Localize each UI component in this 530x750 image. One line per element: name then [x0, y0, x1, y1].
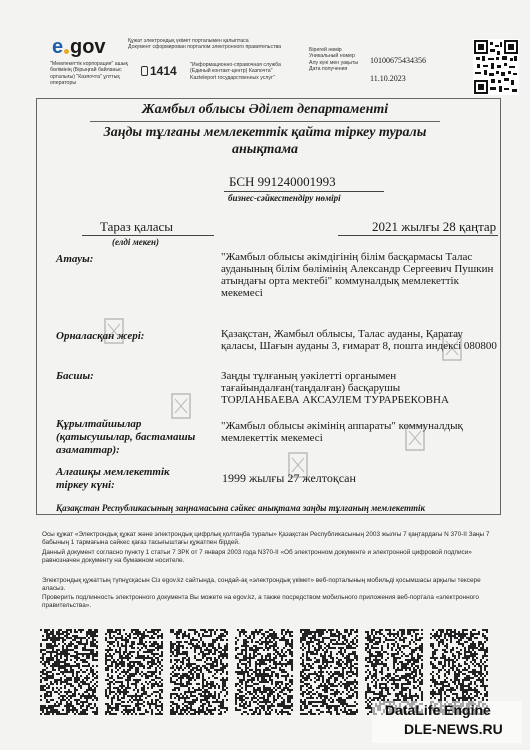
first-reg-label-line2: тіркеу күні: — [56, 479, 115, 491]
city-label: (елді мекен) — [112, 237, 160, 247]
founders-value: "Жамбыл облысы әкімінің аппараты" коммуналдық мемлекеттік мекемесі — [221, 420, 463, 444]
city-value: Тараз қаласы — [100, 219, 174, 234]
logo-gov: gov — [70, 36, 106, 58]
barcode-block — [40, 629, 98, 715]
first-registration-value: 1999 жылғы 27 желтоқсан — [222, 471, 356, 485]
portal-note-ru: Документ сформирован порталом электронного правительства — [128, 44, 282, 51]
verify-text-ru: Проверить подлинность электронного документа Вы можете на egov.kz, а также посредством мобильного приложения веб-портала «электронного правительства». — [42, 594, 479, 609]
founders-label — [56, 418, 216, 457]
head-name: ТОРЛАНБАЕВА АКСАУЛЕМ ТУРАРБЕКОВНА — [221, 394, 449, 406]
bsn-value: БСН 991240001993 — [229, 174, 336, 189]
watermark-line2: DLE-NEWS.RU — [404, 721, 503, 737]
seal-stamp-icon — [104, 318, 124, 344]
document-header — [0, 0, 530, 96]
address-label: Орналасқан жері: — [56, 330, 145, 342]
legal-footer-note: Қазақстан Республикасының заңнамасына сәйкес анықтама заңды тұлғаның мемлекеттік — [56, 503, 426, 513]
address-value: Қазақстан, Жамбыл облысы, Талас ауданы, Қаратау қаласы, Шағын ауданы 3, ғимарат 8, пошта индексі 080800 — [221, 328, 497, 352]
logo-dot — [64, 49, 69, 54]
head-role: Заңды тұлғаның уәкілетті органымен тағайындалған(таңдалған) басқарушы — [221, 370, 401, 394]
phone-icon — [141, 66, 148, 76]
qr-code-icon — [473, 39, 519, 95]
barcode-block — [300, 629, 358, 715]
name-label: Атауы: — [56, 253, 94, 265]
portal-note-kk: Құжат электрондық үкімет порталымен қалыптаса — [128, 38, 249, 44]
egov-logo — [52, 36, 122, 58]
city-underline — [82, 235, 214, 236]
seal-stamp-icon — [288, 452, 308, 478]
contact-center-text: "Информационно-справочная служба (Единый контакт-центр) Казпочтa" Kazteleport государственных услуг" — [190, 62, 281, 81]
name-value: "Жамбыл облысы әкімдігінің білім басқармасы Талас ауданының білім бөлімінің Александр Сергеевич Пушкин атындағы орта мектебі" коммуналдық мемлекеттік мекемесі — [221, 251, 494, 299]
contact-center-phone: 1414 — [150, 64, 177, 78]
head-label: Басшы: — [56, 370, 94, 382]
portal-generated-note — [128, 38, 318, 51]
barcode-block — [105, 629, 163, 715]
seal-stamp-icon — [405, 425, 425, 451]
department-title: Жамбыл облысы Әділет департаменті — [141, 102, 389, 117]
barcode-block — [235, 629, 293, 715]
receipt-date: 11.10.2023 — [370, 74, 406, 83]
first-registration-label — [56, 466, 216, 492]
seal-stamp-icon — [442, 335, 462, 361]
date-underline — [338, 235, 498, 236]
unique-number: 10100675434356 — [370, 56, 426, 65]
left-org-text: "Мемлекеттік корпорация" ашық бөлімінің (Бірыңғай байланыс орталығы) "Казпочта" ұлттық операторы — [50, 61, 128, 87]
first-reg-label-line1: Алғашқы мемлекеттік — [56, 466, 170, 478]
seal-stamp-icon — [171, 393, 191, 419]
founders-label-line2: (қатысушылар, бастамашы азаматтар): — [56, 431, 196, 456]
registration-labels: Бірегей нөмір Уникальный номер Алу күні мен уақыты Дата получения — [309, 47, 359, 73]
document-title — [90, 121, 440, 158]
legal-text-kk: Осы құжат «Электрондық құжат және электрондық цифрлық қолтаңба туралы» Қазақстан Республикасының 2003 жылғы 7 қаңтардағы N 370-II Заңы 7 бабының 1 тармағына сәйкес қағаз тасығыштағы құжатпен бірдей. — [42, 531, 490, 546]
founders-label-line1: Құрылтайшылар — [56, 418, 142, 430]
watermark-line1: DataLife Engine — [385, 702, 491, 718]
legal-text-ru: Данный документ согласно пункту 1 статьи 7 ЗРК от 7 января 2003 года N370-II «Об электронном документе и электронной цифровой подписи» равнозначен документу на бумажном носителе. — [42, 549, 472, 564]
issue-date: 2021 жылғы 28 қаңтар — [372, 219, 497, 234]
document-title-line1: Заңды тұлғаны мемлекеттік қайта тіркеу туралы — [103, 125, 427, 140]
logo-e: e — [52, 36, 64, 58]
registration-values — [370, 52, 426, 88]
verify-text-kk: Электрондық құжаттың түпнұсқасын Сіз egov.kz сайтында, сондай-ақ «электрондық үкімет» веб-порталының мобильді қосымшасы арқылы тексере аласыз. — [42, 577, 481, 592]
bsn-underline — [224, 191, 384, 192]
document-title-line2: анықтама — [231, 142, 299, 157]
bsn-label: бизнес-сәйкестендіру нөмірі — [228, 193, 341, 203]
barcode-block — [170, 629, 228, 715]
head-value — [221, 370, 501, 406]
